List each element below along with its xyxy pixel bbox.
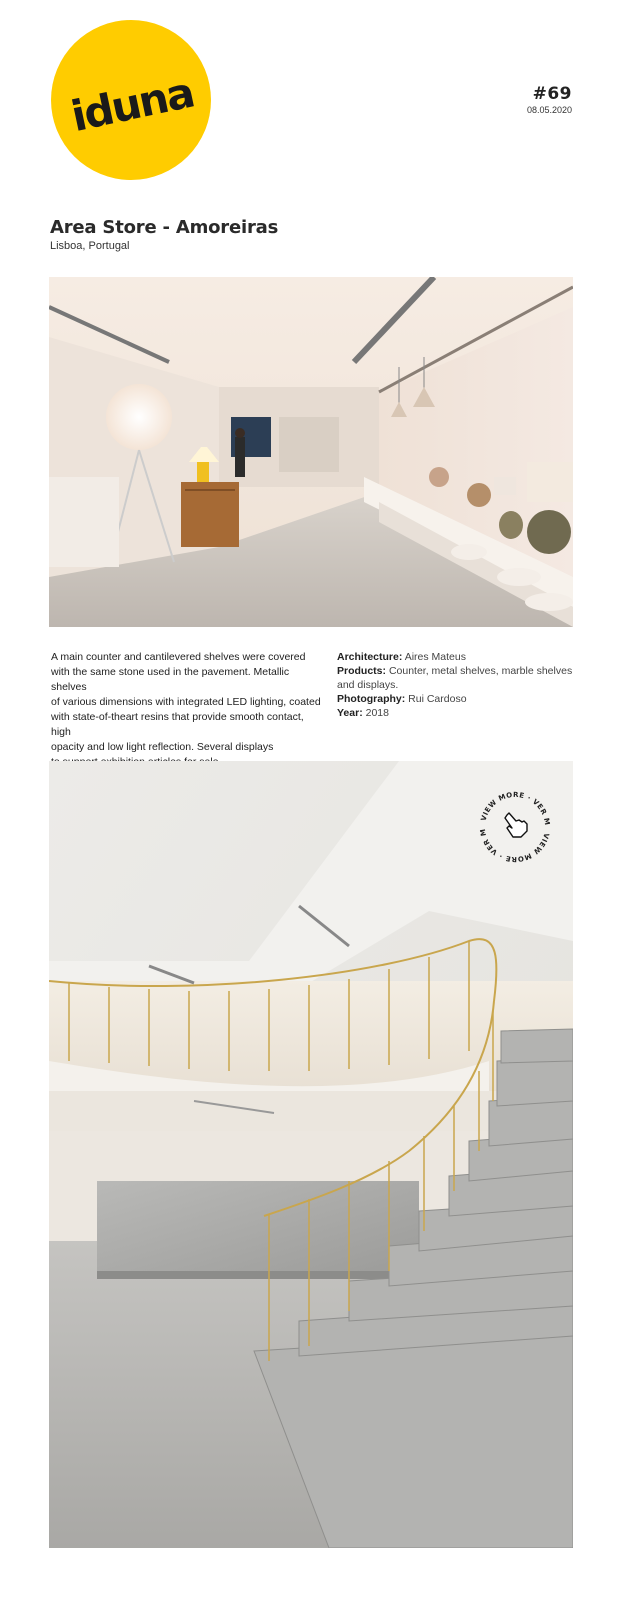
- description-line: with state-of-theart resins that provide smooth contact, high: [51, 711, 304, 738]
- credit-products: [337, 664, 573, 692]
- credit-year: [337, 706, 573, 720]
- view-more-text-bottom: VIEW MORE · VER M: [478, 827, 551, 864]
- credit-label: Products:: [337, 665, 387, 677]
- credit-label: Architecture:: [337, 651, 403, 663]
- view-more-text-top: VIEW MORE · VER M: [479, 790, 552, 827]
- project-heading: [50, 217, 278, 252]
- view-more-badge[interactable]: [475, 787, 555, 867]
- iduna-logo[interactable]: [51, 20, 211, 180]
- description-line: with the same stone used in the pavement. Metallic shelves: [51, 666, 290, 693]
- staircase-photo[interactable]: [49, 761, 573, 1548]
- logo-text: iduna: [66, 67, 197, 141]
- pointing-hand-icon: [505, 813, 527, 837]
- project-title: Area Store - Amoreiras: [50, 217, 279, 238]
- project-location: Lisboa, Portugal: [50, 240, 130, 252]
- credit-value: 2018: [365, 707, 389, 719]
- credit-value: Counter, metal shelves, marble shelves and displays.: [337, 665, 573, 691]
- project-credits: [337, 650, 573, 720]
- description-line: A main counter and cantilevered shelves were covered: [51, 651, 306, 663]
- description-line: opacity and low light reflection. Several displays: [51, 741, 274, 753]
- credit-label: Year:: [337, 707, 363, 719]
- credit-photography: [337, 692, 573, 706]
- credit-value: Rui Cardoso: [408, 693, 467, 705]
- project-description: [51, 650, 326, 770]
- description-line: of various dimensions with integrated LED lighting, coated: [51, 696, 321, 708]
- credit-value: Aires Mateus: [404, 651, 466, 663]
- credit-label: Photography:: [337, 693, 406, 705]
- issue-info: [527, 84, 572, 115]
- issue-number: #69: [532, 84, 572, 104]
- credit-architecture: [337, 650, 573, 664]
- store-interior-photo: [49, 277, 573, 627]
- issue-date: 08.05.2020: [526, 105, 572, 115]
